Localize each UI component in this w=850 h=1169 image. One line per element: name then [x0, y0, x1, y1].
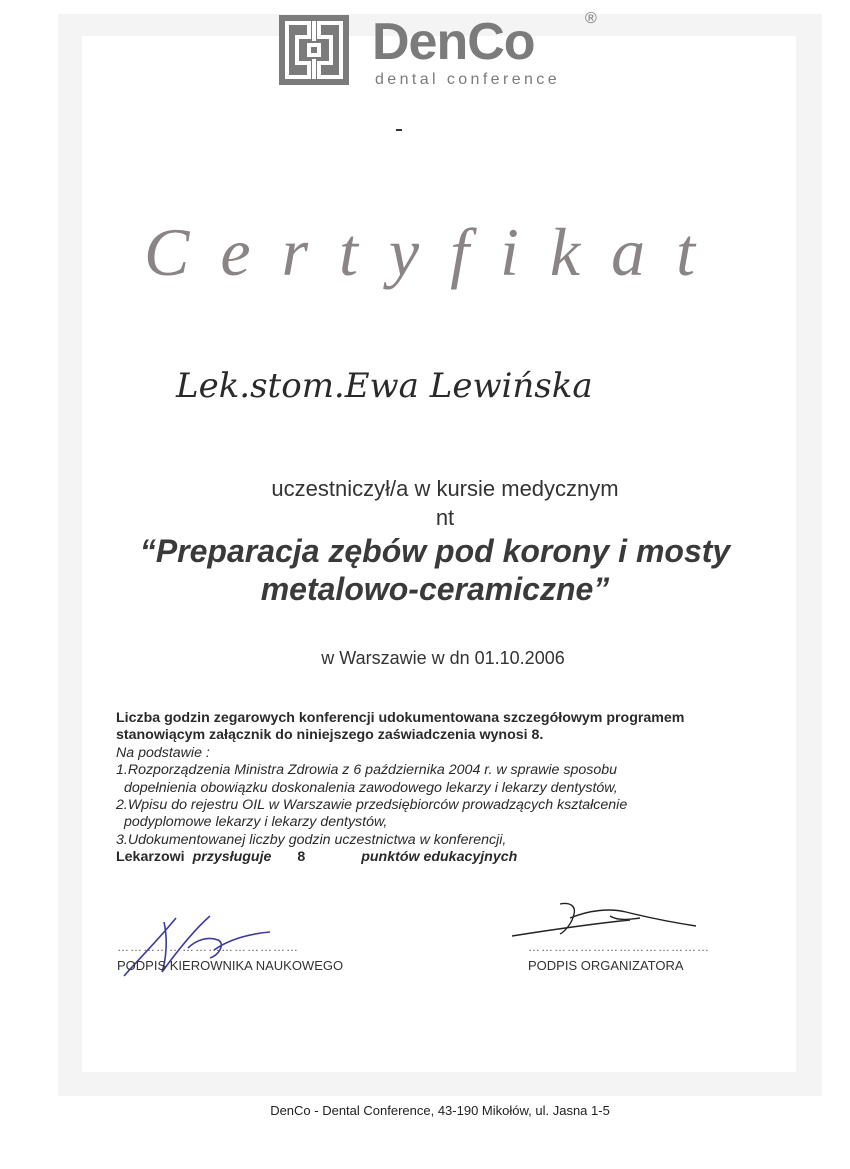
basis-item-1b: dopełnienia obowiązku doskonalenia zawodowego lekarzy i lekarzy dentystów, [124, 779, 618, 796]
basis-label: Na podstawie : [116, 744, 210, 761]
points-value: 8 [297, 849, 306, 866]
basis-item-3: 3.Udokumentowanej liczby godzin uczestnictwa w konferencji, [116, 831, 507, 848]
participation-text: uczestniczył/a w kursie medycznym [271, 476, 619, 501]
details-block [116, 710, 796, 867]
points-label-a: Lekarzowi [116, 849, 185, 866]
basis-item-2b: podyplomowe lekarzy i lekarzy dentystów, [124, 814, 388, 831]
denco-logo-icon [279, 15, 349, 85]
logo-name: DenCo [372, 13, 535, 71]
basis-item-2a: 2.Wpisu do rejestru OIL w Warszawie przedsiębiorców prowadzących kształcenie [116, 797, 628, 814]
hours-line2: stanowiącym załącznik do niniejszego zaświadczenia wynosi 8. [116, 727, 544, 744]
organizer-label: PODPIS ORGANIZATORA [528, 958, 684, 973]
topic-prefix: nt [435, 505, 455, 530]
recipient-name: Lek.stom.Ewa Lewińska [176, 366, 593, 406]
certificate-title: Certyfikat [144, 214, 726, 290]
course-title-line2: metalowo-ceramiczne” [260, 571, 610, 607]
points-label-b: przysługuje [192, 849, 272, 866]
basis-item-1a: 1.Rozporządzenia Ministra Zdrowia z 6 października 2004 r. w sprawie sposobu [116, 762, 618, 779]
points-label-c: punktów edukacyjnych [361, 849, 518, 866]
points-row [116, 849, 796, 866]
course-title-line1: “Preparacja zębów pod korony i mosty [139, 533, 731, 569]
course-title [0, 532, 850, 608]
hours-line1: Liczba godzin zegarowych konferencji udokumentowana szczegółowym programem [116, 710, 685, 726]
scan-speck [396, 129, 402, 131]
registered-mark: ® [585, 10, 597, 27]
place-date: w Warszawie w dn 01.10.2006 [321, 648, 565, 668]
left-signature-line: …………………………………… [117, 940, 299, 954]
scientific-head-label: PODPIS KIEROWNIKA NAUKOWEGO [117, 958, 344, 973]
logo-subtitle: dental conference [375, 71, 561, 88]
right-signature-line: …………………………………… [528, 940, 710, 954]
footer-address: DenCo - Dental Conference, 43-190 Mikołów, ul. Jasna 1-5 [270, 1103, 610, 1118]
